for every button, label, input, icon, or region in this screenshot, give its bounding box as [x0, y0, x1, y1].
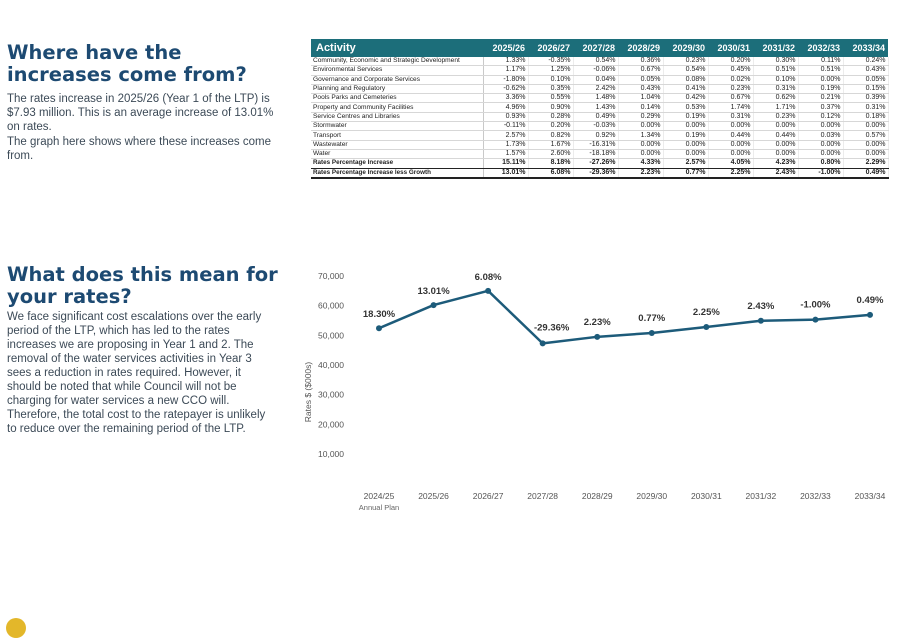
y-axis — [318, 271, 344, 459]
rates-series-line — [379, 291, 870, 344]
percentage-cell: 0.67% — [618, 66, 663, 75]
percentage-cell: -0.62% — [483, 84, 528, 93]
activity-name-cell: Transport — [311, 131, 483, 140]
percentage-cell: 0.04% — [573, 75, 618, 84]
activity-name-cell: Community, Economic and Strategic Development — [311, 57, 483, 66]
percentage-cell: 0.23% — [753, 112, 798, 121]
data-label: 18.30% — [362, 309, 396, 321]
page-number-badge — [6, 618, 26, 638]
data-label: 0.49% — [856, 294, 884, 306]
data-points — [376, 288, 873, 347]
percentage-cell: 0.92% — [573, 131, 618, 140]
activity-name-cell: Wastewater — [311, 140, 483, 149]
percentage-cell: 4.33% — [618, 159, 663, 168]
percentage-cell: -0.35% — [528, 57, 573, 66]
percentage-cell: -0.11% — [483, 122, 528, 131]
percentage-cell: 13.01% — [483, 168, 528, 178]
percentage-cell: 0.49% — [843, 168, 888, 178]
percentage-cell: 0.10% — [753, 75, 798, 84]
data-point — [758, 318, 764, 324]
percentage-cell: 0.03% — [798, 131, 843, 140]
activity-name-cell: Rates Percentage Increase — [311, 159, 483, 168]
percentage-cell: -0.03% — [573, 122, 618, 131]
percentage-cell: -18.18% — [573, 149, 618, 158]
data-label: 2.25% — [692, 307, 720, 319]
percentage-cell: 1.71% — [753, 103, 798, 112]
table-row — [311, 140, 888, 149]
percentage-cell: 0.12% — [798, 112, 843, 121]
year-column-header: 2027/28 — [573, 39, 618, 57]
y-tick-label: 10,000 — [318, 449, 344, 459]
percentage-cell: 0.43% — [618, 84, 663, 93]
y-axis-title: Rates $ ($000s) — [303, 361, 313, 423]
percentage-cell: 4.23% — [753, 159, 798, 168]
percentage-cell: 0.31% — [708, 112, 753, 121]
activity-name-cell: Governance and Corporate Services — [311, 75, 483, 84]
x-axis — [359, 491, 886, 512]
data-label: 0.77% — [638, 312, 666, 324]
percentage-cell: 0.00% — [798, 149, 843, 158]
data-label: -1.00% — [800, 299, 831, 311]
y-tick-label: 50,000 — [318, 330, 344, 341]
percentage-cell: 4.96% — [483, 103, 528, 112]
data-point — [649, 330, 655, 336]
section-heading-increases: Where have the increases come from? — [7, 41, 247, 86]
data-label: 2.43% — [747, 300, 775, 312]
activity-rates-table — [311, 39, 889, 179]
percentage-cell: 0.23% — [708, 84, 753, 93]
year-column-header: 2032/33 — [798, 39, 843, 57]
y-tick-label: 30,000 — [318, 389, 344, 400]
data-point — [485, 288, 491, 294]
table-row — [311, 66, 888, 75]
table-row — [311, 149, 888, 158]
percentage-cell: 0.55% — [528, 94, 573, 103]
activity-name-cell: Property and Community Facilities — [311, 103, 483, 112]
table-row — [311, 122, 888, 131]
percentage-cell: 2.57% — [483, 131, 528, 140]
x-tick-label: 2024/25 — [363, 491, 395, 501]
percentage-cell: 0.05% — [618, 75, 663, 84]
y-tick-label: 60,000 — [318, 300, 344, 311]
activity-name-cell: Water — [311, 149, 483, 158]
percentage-cell: 1.57% — [483, 149, 528, 158]
percentage-cell: 0.00% — [708, 149, 753, 158]
y-tick-label: 20,000 — [318, 419, 344, 430]
percentage-cell: 0.19% — [663, 131, 708, 140]
table-row — [311, 75, 888, 84]
percentage-cell: 0.00% — [708, 140, 753, 149]
percentage-cell: 2.43% — [753, 168, 798, 178]
percentage-cell: 0.41% — [663, 84, 708, 93]
year-column-header: 2031/32 — [753, 39, 798, 57]
table-row — [311, 94, 888, 103]
percentage-cell: 0.15% — [843, 84, 888, 93]
percentage-cell: 0.51% — [798, 66, 843, 75]
data-point — [812, 317, 818, 323]
graph-explanation-paragraph: The graph here shows where these increases come from. — [7, 136, 272, 162]
percentage-cell: 0.53% — [663, 103, 708, 112]
percentage-cell: 0.36% — [618, 57, 663, 66]
percentage-cell: 0.14% — [618, 103, 663, 112]
data-point — [540, 340, 546, 346]
activity-column-header: Activity — [311, 39, 483, 57]
data-point — [376, 325, 382, 331]
percentage-cell: 0.00% — [753, 140, 798, 149]
percentage-cell: 0.20% — [528, 122, 573, 131]
y-tick-label: 70,000 — [318, 271, 344, 281]
activity-name-cell: Service Centres and Libraries — [311, 112, 483, 121]
table-row — [311, 131, 888, 140]
table-total-row — [311, 159, 888, 168]
percentage-cell: 0.19% — [663, 112, 708, 121]
y-tick-label: 40,000 — [318, 360, 344, 370]
activity-name-cell: Stormwater — [311, 122, 483, 131]
percentage-cell: 0.00% — [753, 149, 798, 158]
percentage-cell: 0.30% — [753, 57, 798, 66]
percentage-cell: 0.67% — [708, 94, 753, 103]
percentage-cell: 0.45% — [708, 66, 753, 75]
rates-line-chart — [300, 262, 900, 517]
percentage-cell: 0.23% — [663, 57, 708, 66]
table-row — [311, 112, 888, 121]
year-column-header: 2026/27 — [528, 39, 573, 57]
data-point — [594, 334, 600, 340]
percentage-cell: 0.39% — [843, 94, 888, 103]
percentage-cell: 0.82% — [528, 131, 573, 140]
activity-name-cell: Pools Parks and Cemeteries — [311, 94, 483, 103]
percentage-cell: 0.80% — [798, 159, 843, 168]
percentage-cell: 0.00% — [843, 122, 888, 131]
x-tick-label: 2032/33 — [800, 491, 831, 501]
activity-name-cell: Rates Percentage Increase less Growth — [311, 168, 483, 178]
percentage-cell: 0.08% — [663, 75, 708, 84]
rates-meaning-paragraph: We face significant cost escalations over the early period of the LTP, which has led to the rates increases we are proposing in Year 1 and 2. The removal of the water services activities in Year 3 sees a reduction in rates required. However, it should be noted that while Council will not be charging for water services a new CCO will. Therefore, the total cost to the ratepayer is unlikely to reduce over the remaining period of the LTP. — [7, 311, 266, 435]
percentage-cell: 3.36% — [483, 94, 528, 103]
data-label: -29.36% — [533, 322, 570, 334]
percentage-cell: 0.62% — [753, 94, 798, 103]
percentage-cell: 0.00% — [753, 122, 798, 131]
table-row — [311, 57, 888, 66]
percentage-cell: 0.00% — [798, 122, 843, 131]
percentage-cell: 0.54% — [573, 57, 618, 66]
table-row — [311, 103, 888, 112]
percentage-cell: 1.25% — [528, 66, 573, 75]
section-heading-rates-meaning: What does this mean for your rates? — [7, 263, 278, 308]
percentage-cell: 2.60% — [528, 149, 573, 158]
percentage-cell: 0.00% — [663, 140, 708, 149]
percentage-cell: 6.08% — [528, 168, 573, 178]
percentage-cell: 0.18% — [843, 112, 888, 121]
percentage-cell: 0.11% — [798, 57, 843, 66]
percentage-cell: 0.31% — [843, 103, 888, 112]
percentage-cell: 1.48% — [573, 94, 618, 103]
data-label: 6.08% — [474, 271, 502, 283]
percentage-cell: 0.44% — [708, 131, 753, 140]
percentage-cell: 2.29% — [843, 159, 888, 168]
percentage-cell: 0.00% — [618, 149, 663, 158]
percentage-cell: 0.20% — [708, 57, 753, 66]
percentage-cell: 0.19% — [798, 84, 843, 93]
table-total-row — [311, 168, 888, 178]
percentage-cell: 1.04% — [618, 94, 663, 103]
percentage-cell: 0.00% — [843, 140, 888, 149]
percentage-cell: 0.05% — [843, 75, 888, 84]
percentage-cell: -29.36% — [573, 168, 618, 178]
percentage-cell: 15.11% — [483, 159, 528, 168]
year-column-header: 2028/29 — [618, 39, 663, 57]
percentage-cell: 0.00% — [708, 122, 753, 131]
percentage-cell: 0.00% — [663, 149, 708, 158]
percentage-cell: 0.00% — [663, 122, 708, 131]
data-label: 13.01% — [417, 286, 450, 298]
x-tick-label: 2027/28 — [527, 491, 559, 501]
year-column-header: 2030/31 — [708, 39, 753, 57]
percentage-cell: 2.42% — [573, 84, 618, 93]
percentage-cell: 0.54% — [663, 66, 708, 75]
percentage-cell: -1.00% — [798, 168, 843, 178]
percentage-cell: 0.42% — [663, 94, 708, 103]
percentage-cell: 1.43% — [573, 103, 618, 112]
percentage-cell: 8.18% — [528, 159, 573, 168]
percentage-cell: 0.00% — [798, 140, 843, 149]
percentage-cell: -0.06% — [573, 66, 618, 75]
percentage-cell: 1.67% — [528, 140, 573, 149]
percentage-cell: 0.77% — [663, 168, 708, 178]
data-point — [431, 302, 437, 308]
percentage-cell: 0.35% — [528, 84, 573, 93]
x-tick-label: 2031/32 — [745, 491, 777, 501]
percentage-cell: 0.29% — [618, 112, 663, 121]
percentage-cell: 0.51% — [753, 66, 798, 75]
percentage-cell: 2.23% — [618, 168, 663, 178]
percentage-cell: 0.00% — [843, 149, 888, 158]
percentage-cell: 0.28% — [528, 112, 573, 121]
percentage-cell: 4.05% — [708, 159, 753, 168]
percentage-cell: 1.73% — [483, 140, 528, 149]
percentage-cell: 0.00% — [798, 75, 843, 84]
table-row — [311, 84, 888, 93]
percentage-cell: 1.33% — [483, 57, 528, 66]
data-point — [703, 324, 709, 330]
percentage-cell: 0.21% — [798, 94, 843, 103]
percentage-cell: 0.57% — [843, 131, 888, 140]
year-column-header: 2033/34 — [843, 39, 888, 57]
percentage-cell: 0.93% — [483, 112, 528, 121]
percentage-cell: 1.34% — [618, 131, 663, 140]
percentage-cell: 0.90% — [528, 103, 573, 112]
percentage-cell: 2.25% — [708, 168, 753, 178]
annual-plan-sublabel: Annual Plan — [358, 503, 400, 512]
percentage-cell: 0.31% — [753, 84, 798, 93]
activity-name-cell: Planning and Regulatory — [311, 84, 483, 93]
percentage-cell: -1.80% — [483, 75, 528, 84]
table-header-row — [311, 39, 888, 57]
percentage-cell: -27.26% — [573, 159, 618, 168]
percentage-cell: 0.43% — [843, 66, 888, 75]
x-tick-label: 2026/27 — [472, 491, 504, 501]
percentage-cell: -16.31% — [573, 140, 618, 149]
x-tick-label: 2029/30 — [636, 491, 668, 501]
data-label: 2.23% — [583, 316, 611, 328]
x-tick-label: 2025/26 — [418, 491, 449, 501]
percentage-cell: 0.00% — [618, 140, 663, 149]
rates-increase-paragraph: The rates increase in 2025/26 (Year 1 of the LTP) is $7.93 million. This is an average increase of 13.01% on rates. — [7, 93, 274, 133]
percentage-cell: 0.49% — [573, 112, 618, 121]
percentage-cell: 0.37% — [798, 103, 843, 112]
data-point — [867, 312, 873, 318]
percentage-cell: 1.17% — [483, 66, 528, 75]
activity-name-cell: Environmental Services — [311, 66, 483, 75]
percentage-cell: 0.24% — [843, 57, 888, 66]
x-tick-label: 2033/34 — [854, 491, 886, 501]
x-tick-label: 2030/31 — [690, 491, 722, 501]
percentage-cell: 0.44% — [753, 131, 798, 140]
year-column-header: 2029/30 — [663, 39, 708, 57]
year-column-header: 2025/26 — [483, 39, 528, 57]
percentage-cell: 0.10% — [528, 75, 573, 84]
percentage-cell: 0.02% — [708, 75, 753, 84]
percentage-cell: 2.57% — [663, 159, 708, 168]
percentage-cell: 1.74% — [708, 103, 753, 112]
x-tick-label: 2028/29 — [581, 491, 613, 501]
percentage-cell: 0.00% — [618, 122, 663, 131]
